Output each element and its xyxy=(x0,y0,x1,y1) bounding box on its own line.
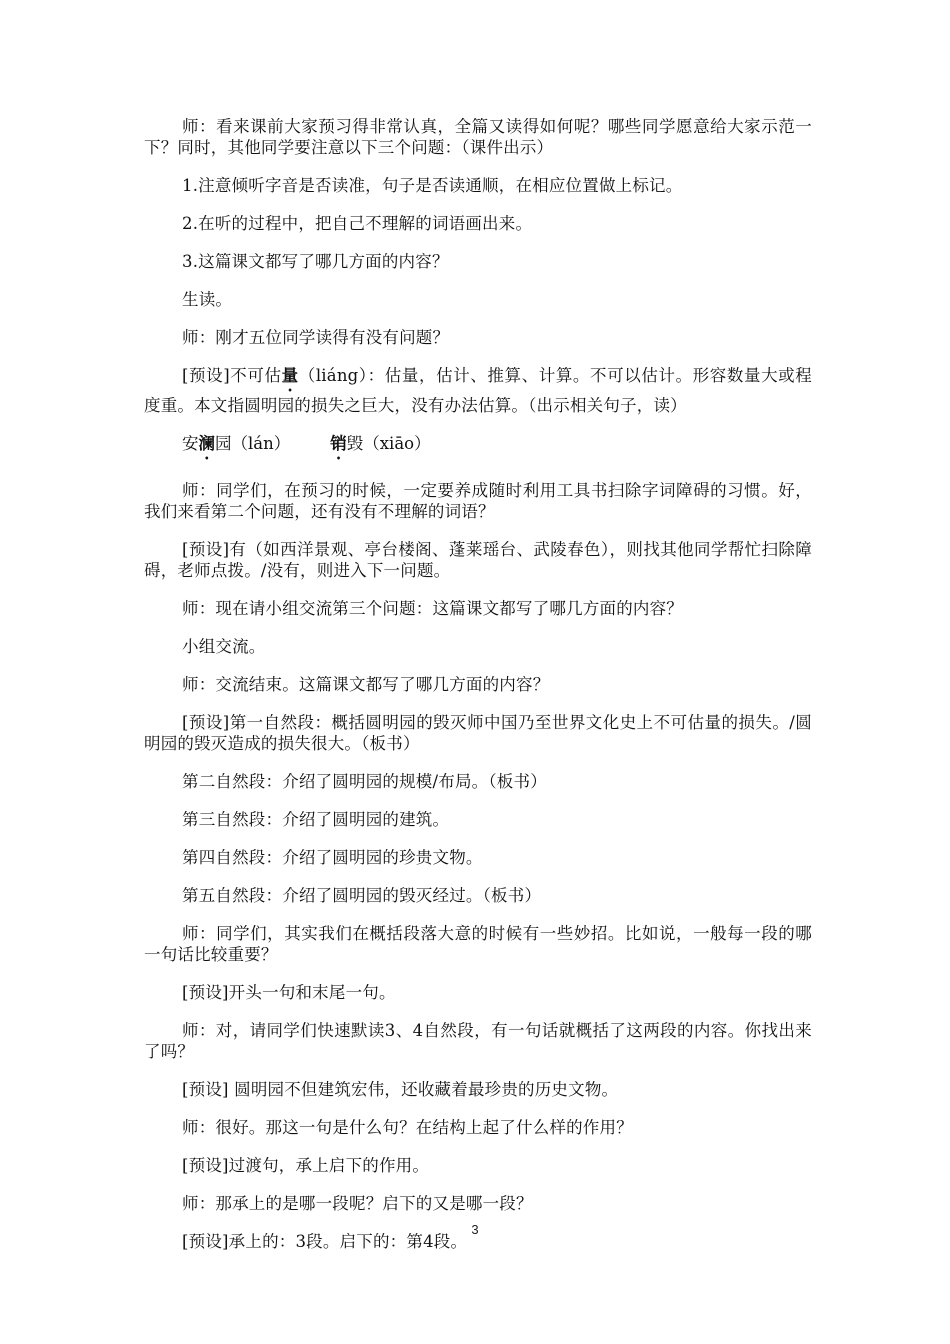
dotted-character: 澜 xyxy=(198,434,215,453)
paragraph: 第三自然段：介绍了圆明园的建筑。 xyxy=(182,810,450,829)
paragraph: 师：看来课前大家预习得非常认真，全篇又读得如何呢？哪些同学愿意给大家示范一下？同时，其他同学要注意以下三个问题：（课件出示） xyxy=(144,117,812,157)
paragraph: [预设]承上的：3段。启下的：第4段。 xyxy=(182,1232,468,1251)
pinyin-word xyxy=(330,433,430,463)
paragraph: [预设]开头一句和末尾一句。 xyxy=(182,983,396,1002)
paragraph: 3.这篇课文都写了哪几方面的内容？ xyxy=(182,252,449,271)
paragraph: 师：很好。那这一句是什么句？在结构上起了什么样的作用？ xyxy=(182,1118,633,1137)
paragraph: [预设]过渡句，承上启下的作用。 xyxy=(182,1156,430,1175)
pinyin-word-after: 园（lán） xyxy=(215,434,291,453)
paragraph: [预设]第一自然段：概括圆明园的毁灭师中国乃至世界文化史上不可估量的损失。/圆明园的毁灭造成的损失很大。（板书） xyxy=(144,713,812,753)
paragraph: 第五自然段：介绍了圆明园的毁灭经过。（板书） xyxy=(182,886,542,905)
preset-estimate-before: [预设]不可估 xyxy=(182,366,282,385)
paragraph: 师：同学们，其实我们在概括段落大意的时候有一些妙招。比如说，一般每一段的哪一句话比较重要？ xyxy=(144,924,812,964)
paragraph: 师：对，请同学们快速默读3、4自然段，有一句话就概括了这两段的内容。你找出来了吗？ xyxy=(144,1021,812,1061)
paragraph: 第四自然段：介绍了圆明园的珍贵文物。 xyxy=(182,848,483,867)
pinyin-word-line xyxy=(144,433,812,463)
paragraph: 小组交流。 xyxy=(182,637,266,656)
preset-estimate-paragraph xyxy=(144,365,812,416)
paragraph: 生读。 xyxy=(182,290,233,309)
pinyin-word xyxy=(182,433,290,463)
paragraph: [预设] 圆明园不但建筑宏伟，还收藏着最珍贵的历史文物。 xyxy=(182,1080,619,1099)
preset-estimate-after: （liáng）：估量，估计、推算、计算。不可以估计。形容数量大或程度重。本文指圆明园的损失之巨大，没有办法估算。（出示相关句子，读） xyxy=(144,366,812,415)
paragraph: 师：那承上的是哪一段呢？启下的又是哪一段？ xyxy=(182,1194,533,1213)
paragraph: 第二自然段：介绍了圆明园的规模/布局。（板书） xyxy=(182,772,547,791)
paragraph: [预设]有（如西洋景观、亭台楼阁、蓬莱瑶台、武陵春色），则找其他同学帮忙扫除障碍，老师点拨。/没有，则进入下一问题。 xyxy=(144,540,812,580)
paragraph: 1.注意倾听字音是否读准，句子是否读通顺，在相应位置做上标记。 xyxy=(182,176,683,195)
paragraph: 师：现在请小组交流第三个问题：这篇课文都写了哪几方面的内容？ xyxy=(182,599,683,618)
dotted-character: 销 xyxy=(330,434,347,453)
page-content xyxy=(144,116,812,1269)
paragraph: 师：交流结束。这篇课文都写了哪几方面的内容？ xyxy=(182,675,550,694)
pinyin-word-after: 毁（xiāo） xyxy=(346,434,431,453)
paragraph: 师：同学们，在预习的时候，一定要养成随时利用工具书扫除字词障碍的习惯。好，我们来看第二个问题，还有没有不理解的词语？ xyxy=(144,481,812,521)
page-number: 3 xyxy=(471,1222,479,1237)
paragraph: 2.在听的过程中，把自己不理解的词语画出来。 xyxy=(182,214,533,233)
dotted-character: 量 xyxy=(281,366,299,385)
pinyin-word-before: 安 xyxy=(182,434,199,453)
paragraph: 师：刚才五位同学读得有没有问题？ xyxy=(182,328,450,347)
